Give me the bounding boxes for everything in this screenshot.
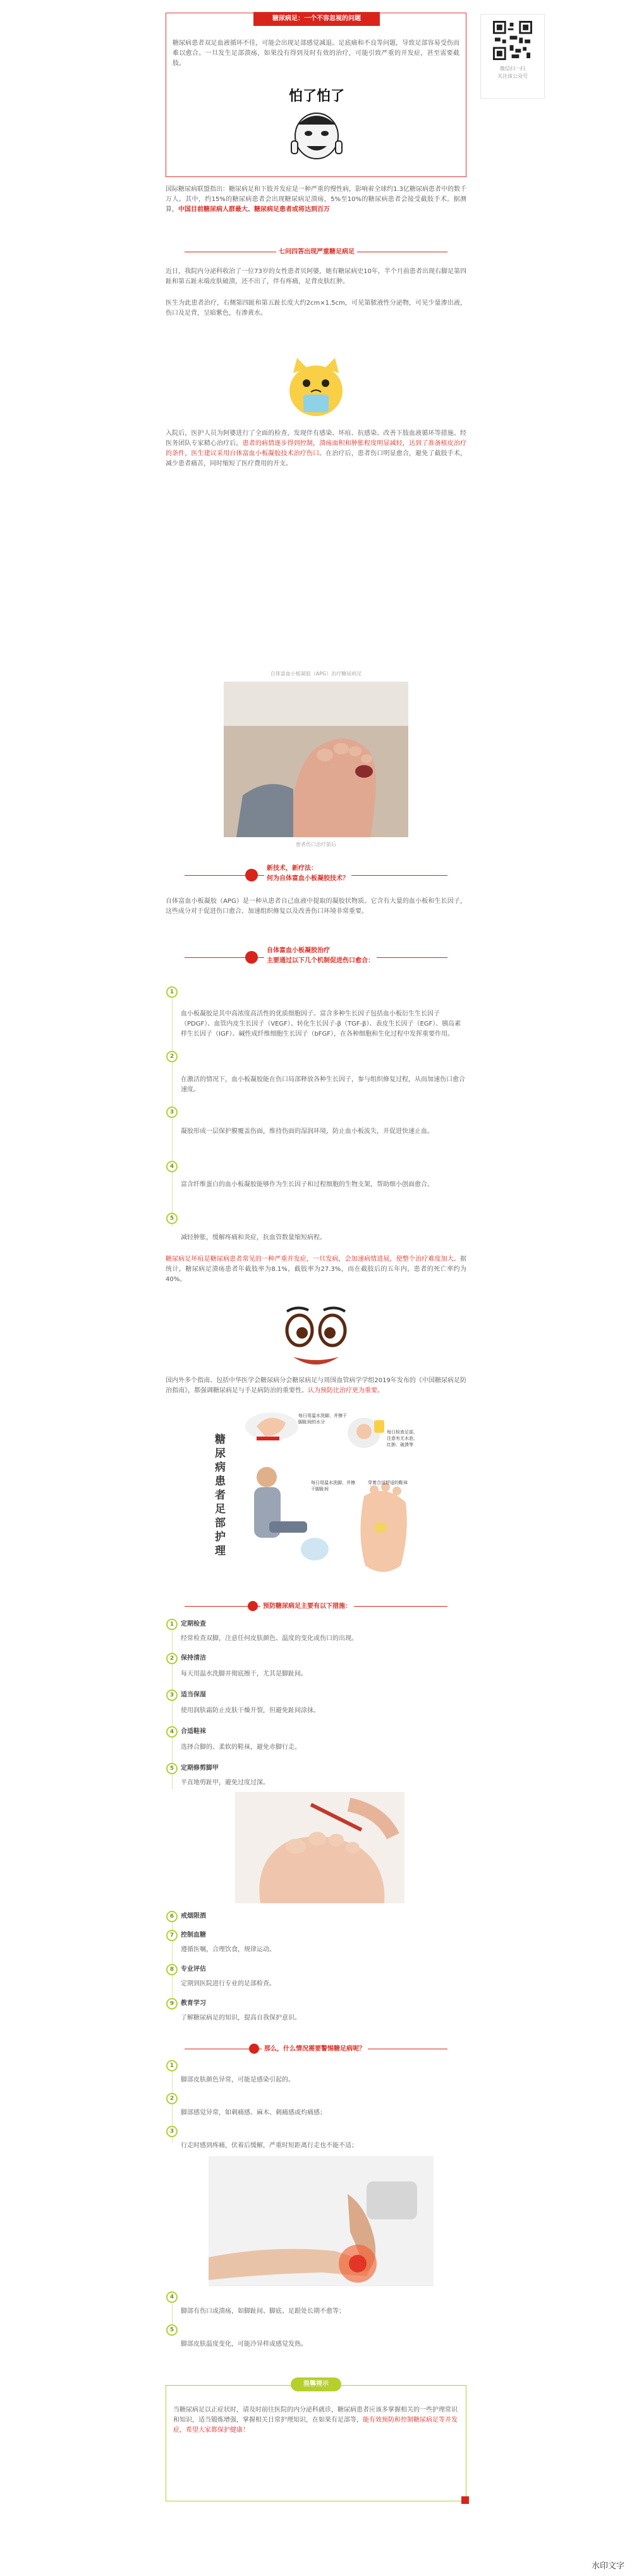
case-text-a: 入院后，医护人员为阿婆进行了全面的检查，发现伴有感染、坏疽、抗感染、改善下肢血液循环等措施。经医务团队专家精心治疗后， xyxy=(166,430,466,447)
eyes-emoji-icon xyxy=(278,1303,354,1372)
prevention-title: 专业评估 xyxy=(181,1966,206,1973)
illustration-caption-3: 每日用温水洗脚，并擦干脚趾间 xyxy=(311,1480,355,1492)
warning-number: 1 xyxy=(166,2060,178,2071)
prevention-title: 适当保湿 xyxy=(181,1691,206,1698)
photo1-caption-bottom: 患者伤口治疗前后 xyxy=(296,842,336,847)
case-paragraph-3 xyxy=(166,429,466,469)
mechanism-number: 2 xyxy=(166,1051,178,1062)
section4-badge xyxy=(245,951,258,964)
mechanism-conclusion xyxy=(166,1254,466,1285)
guideline-text: 国内外多个指南、包括中华医学会糖尿病分会糖尿病足与周围血管病学学组2019年发布的《中国糖尿病足防治指南》，都强调糖尿病足与手足病防治的重要性。 xyxy=(166,1377,466,1394)
illustration-caption-4: 穿着合适舒适的鞋袜 xyxy=(368,1480,408,1485)
prevention-desc: 平直地剪趾甲，避免过度过深。 xyxy=(181,1779,269,1786)
foot-treatment-photo xyxy=(224,682,408,837)
prevention-number: 7 xyxy=(166,1930,178,1941)
section3-header xyxy=(166,860,466,890)
section2-title: 七问四答出现严重糖足病足 xyxy=(276,248,357,257)
section6-title: 预防糖尿病足主要有以下措施： xyxy=(260,1602,354,1611)
prevention-number: 5 xyxy=(166,1763,178,1774)
watermark: 水印文字 xyxy=(591,2561,624,2571)
case-paragraph-2: 医生为此患者治疗，右侧第四趾和第五趾长度大约2cm×1.5cm，可见第脓液性分泌物，可见少量渗出液，伤口及足背，呈暗紫色，有渗黄水。 xyxy=(166,300,466,317)
stats-highlight: 中国目前糖尿病人群最大、糖尿病足患者或将达到百万 xyxy=(178,206,330,213)
apg-definition: 自体富血小板凝胶（APG）是一种从患者自己血液中提取的凝胶状物质。它含有大量的血小板和生长因子，这些成分对于促进伤口愈合、加速组织修复以及改善伤口环境非常重要。 xyxy=(166,898,466,915)
warning-number: 5 xyxy=(166,2324,178,2336)
illustration-caption-1: 每日用温水洗脚，并擦干脚趾间的水分 xyxy=(298,1413,347,1425)
section4-title-line1: 自体富血小板凝胶治疗 xyxy=(267,947,330,954)
section3-title-line2: 何为自体富血小板凝胶技术？ xyxy=(267,875,349,882)
prevention-desc: 使用润肤霜防止皮肤干燥开裂，但避免趾间涂抹。 xyxy=(181,1707,320,1714)
prevention-desc: 了解糖尿病足的知识，提高自我保护意识。 xyxy=(181,2015,301,2021)
tips-corner-dot xyxy=(461,2496,469,2504)
stats-paragraph xyxy=(166,185,466,215)
nail-trimming-photo xyxy=(235,1792,404,1903)
mechanism-number: 1 xyxy=(166,986,178,998)
foot-care-illustration xyxy=(212,1408,421,1585)
conclusion-text: 据统计，糖尿病足溃疡患者年截肢率为8.1%，截肢率为27.3%，而在截肢后的五年内，患者的死亡率约为40%。 xyxy=(166,1256,466,1283)
section2-header xyxy=(166,243,466,261)
section3-badge xyxy=(245,869,258,881)
guideline-highlight: 认为预防比治疗更为重要。 xyxy=(308,1387,384,1394)
nail-photo-image xyxy=(235,1792,404,1903)
prevention-number: 6 xyxy=(166,1911,178,1922)
prevention-title: 控制血糖 xyxy=(181,1932,206,1939)
prevention-number: 8 xyxy=(166,1964,178,1975)
qr-caption: 微信扫一扫 关注该公众号 xyxy=(497,66,528,79)
prevention-desc: 定期到医院进行专业的足部检查。 xyxy=(181,1980,276,1987)
meme-face-icon xyxy=(279,106,355,163)
prevention-number: 9 xyxy=(166,1998,178,2009)
photo1-caption-top: 自体富血小板凝胶（APG）治疗糖尿病足 xyxy=(270,671,362,677)
section7-title: 那么，什么情况需要警惕糖足病呢？ xyxy=(262,2045,368,2054)
conclusion-highlight: 糖尿病足坏疽是糖尿病患者常见的一种严重并发症，一旦发病，会加速病情进展，使整个治疗难度加大。 xyxy=(166,1256,460,1263)
prevention-title: 定期检查 xyxy=(181,1621,206,1628)
qr-code-panel xyxy=(480,14,545,99)
section1-title: 糖尿病足：一个不容忽视的问题 xyxy=(253,12,380,26)
illustration-caption-2: 每日检查足部，注意有无水泡、红肿、破溃等 xyxy=(387,1430,418,1447)
section4-header xyxy=(166,942,466,972)
prevention-title: 教育学习 xyxy=(181,2000,206,2007)
leg-photo-image xyxy=(209,2156,434,2286)
prevention-number: 3 xyxy=(166,1690,178,1701)
intro-box xyxy=(166,13,466,177)
tips-text-highlight: 能有效预防和控制糖尿病足等并发症，希望大家都保护健康！ xyxy=(173,2417,458,2434)
prevention-number: 1 xyxy=(166,1619,178,1630)
stats-text: 国际糖尿病联盟指出：糖尿病足和下肢并发症是一种严重的慢性病，影响着全球约1.3亿糖尿病患者中的数千万人。其中，约15%的糖尿病患者会出现糖尿病足溃疡，5%至10%的糖尿病患者会接受截肢手术。据测算， xyxy=(166,186,466,213)
prevention-title: 戒烟限酒 xyxy=(181,1913,206,1920)
prevention-title: 定期修剪脚甲 xyxy=(181,1765,219,1772)
prevention-number: 2 xyxy=(166,1653,178,1664)
mechanism-number: 5 xyxy=(166,1213,178,1224)
section6-badge xyxy=(248,1601,258,1611)
mechanism-text: 凝胶形成一层保护膜覆盖伤面，维持伤面的湿润环境，防止血小板流失，并促进快速止血。 xyxy=(181,1128,434,1135)
tips-text xyxy=(173,2405,458,2436)
mechanism-number: 4 xyxy=(166,1161,178,1172)
section7-badge xyxy=(249,2044,259,2054)
warning-text: 脚部皮肤颜色异常，可能是感染引起的。 xyxy=(181,2076,295,2083)
section6-header xyxy=(166,1597,466,1615)
intro-text: 糖尿病患者双足血液循环不佳，可能会出现足部感觉减退。足底痛和不良等问题，导致足部容易受伤而难以愈合。一旦发生足部溃疡，如果没有得到及时有效的治疗，可能引致严重的并发症，甚至需要截肢。 xyxy=(173,40,459,67)
warning-text: 脚部皮肤温度变化，可能冷异样或感觉发热。 xyxy=(181,2341,307,2348)
section3-title-line1: 新技术，新疗法： xyxy=(267,865,317,872)
mechanism-text: 在激活的情况下，血小板凝胶能在伤口局部释放各种生长因子，参与组织修复过程，从而加速伤口愈合速度。 xyxy=(181,1076,465,1093)
prevention-title: 保持清洁 xyxy=(181,1655,206,1662)
case-text-b: 在治疗后，患者伤口明显愈合，避免了截肢手术，减少患者痛苦，同时缩短了医疗费用的开支。 xyxy=(166,450,467,467)
prevention-desc: 遵循医嘱，合理饮食，规律运动。 xyxy=(181,1946,276,1953)
warning-text: 脚部有伤口或溃疡，如脚趾间、脚底、足跟处长期不愈等； xyxy=(181,2308,345,2315)
prevention-number: 4 xyxy=(166,1726,178,1738)
mechanism-text: 富含纤维蛋白的血小板凝胶能够作为生长因子和过程细胞的生物支架，帮助细小创面愈合。 xyxy=(181,1181,434,1188)
foot-photo-image xyxy=(224,682,408,837)
mechanism-text: 血小板凝胶是其中高浓度高活性的优质细胞因子。富含多种生长因子包括血小板衍生生长因子（PDGF）、血管内皮生长因子（VEGF）、转化生长因子-β（TGF-β）、表皮生长因子（EGF）、胰岛素样生长因子（IGF）、碱性成纤维细胞生长因子（bFGF），在各种细胞和生化过程中发挥重要作用。 xyxy=(181,1010,461,1038)
mechanism-text: 减轻肿胀，缓解疼痛和炎症，抗血管数量缩短病程。 xyxy=(181,1234,326,1241)
case-paragraph-1: 近日，我院内分泌科收治了一位73岁的女性患者贝阿婆，她有糖尿病史10年，半个月前患者出现右脚足第四趾和第五趾末端皮肤破溃，还不出了，伴有疼痛，足背皮肤红肿。 xyxy=(166,268,466,285)
section7-header xyxy=(166,2040,466,2058)
prevention-title: 合适鞋袜 xyxy=(181,1728,206,1735)
leg-pain-photo xyxy=(209,2156,434,2286)
warning-number: 4 xyxy=(166,2291,178,2303)
illustration-title: 糖尿病患者足部护理 xyxy=(215,1433,226,1557)
case-text-highlight: 患者的病情逐步得到控制，溃疡面积和肿胀程度明显减轻，达到了准备植皮治疗的条件，医生建议采用自体富血小板凝胶技术治疗伤口。 xyxy=(166,440,467,457)
guideline-paragraph xyxy=(166,1376,466,1396)
meme-sticker-text: 怕了怕了 xyxy=(288,89,344,104)
tips-box xyxy=(166,2377,466,2501)
meme-image xyxy=(279,88,355,164)
warning-text: 行走时感到疼痛，伏着后缓解，严重时短距离行走也不能不适； xyxy=(181,2142,358,2149)
prevention-desc: 每天用温水洗脚并彻底擦干，尤其是脚趾间。 xyxy=(181,1671,307,1677)
tips-text-a: 当糖尿病足以正症状时，请及时前往医院的内分泌科就诊，糖尿病患者应该多掌握相关的一些护理常识和知识，适当锻炼增强，掌握相关日常护理知识，在如果有足部等， xyxy=(173,2407,458,2424)
warning-number: 2 xyxy=(166,2093,178,2104)
warning-number: 3 xyxy=(166,2126,178,2137)
qr-code-icon xyxy=(493,21,532,60)
prevention-desc: 经常检查双脚，注意任何皮肤颜色、温度的变化或伤口的出现。 xyxy=(181,1635,358,1642)
prevention-desc: 选择合脚的、柔软的鞋袜，避免赤脚行走。 xyxy=(181,1744,301,1751)
warning-text: 脚部感觉异常，如刺痛感、麻木、刺痛感或灼痛感； xyxy=(181,2109,326,2116)
cartoon-cat-icon xyxy=(278,347,354,422)
section4-title-line2: 主要通过以下几个机制促进伤口愈合： xyxy=(267,957,374,964)
tips-badge: 温馨提示 xyxy=(291,2377,341,2391)
mechanism-number: 3 xyxy=(166,1107,178,1118)
